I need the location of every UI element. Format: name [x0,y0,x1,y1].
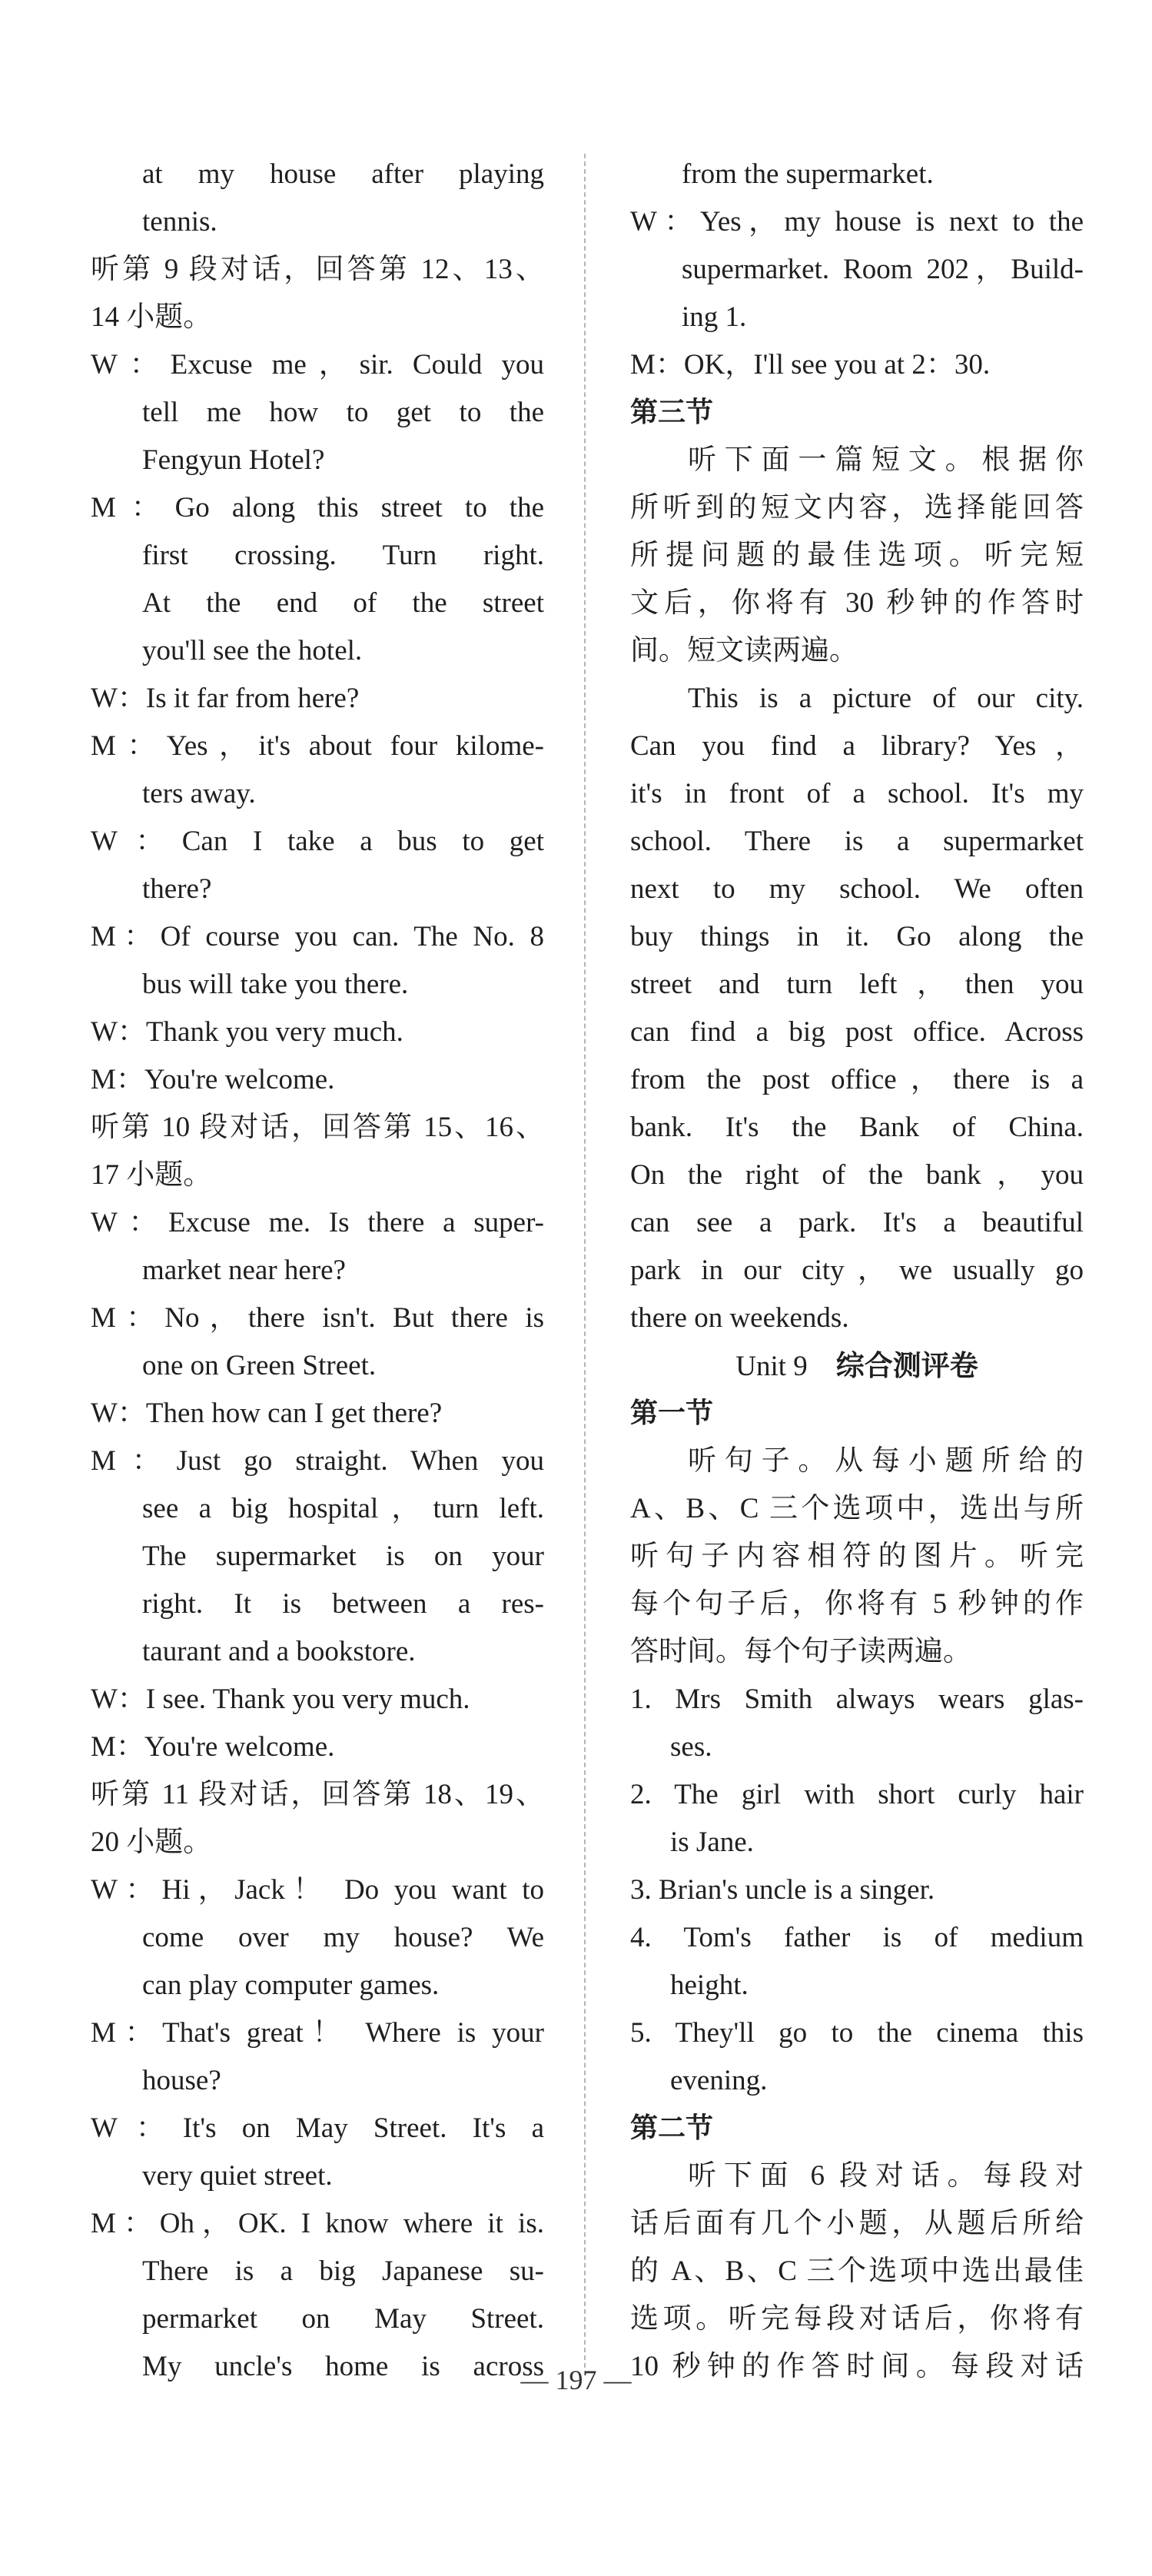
text-line: ters away. [142,778,256,809]
text-line: 答时间。每个句子读两遍。 [630,1636,971,1667]
text-line: taurant and a bookstore. [142,1636,416,1667]
text-line: very quiet street. [142,2160,333,2192]
text-line: supermarket. Room 202，Build- [682,254,1084,285]
text-line: M：You're welcome. [91,1731,335,1763]
right-column [630,151,1084,2391]
column-divider [584,154,586,2375]
text-line: M：Of course you can. The No. 8 [91,921,544,952]
text-line: 听句子。从每小题所给的 [688,1445,1084,1477]
text-line: tennis. [142,206,217,238]
text-line: there? [142,873,212,905]
left-column [91,151,544,2391]
text-line: can find a big post office. Across [630,1016,1084,1048]
text-line: W：Can I take a bus to get [91,826,544,857]
text-line: see a big hospital，turn left. [142,1493,544,1524]
text-line: tell me how to get to the [142,397,544,428]
text-line: permarket on May Street. [142,2303,544,2335]
text-line: bus will take you there. [142,969,409,1000]
text-line: There is a big Japanese su- [142,2255,544,2287]
text-line: there on weekends. [630,1302,849,1334]
text-line: 每个句子后，你将有 5 秒钟的作 [630,1588,1084,1620]
text-line: 1. Mrs Smith always wears glas- [630,1684,1084,1715]
text-line: 听第 11 段对话，回答第 18、19、 [91,1779,544,1810]
text-line: 听第 10 段对话，回答第 15、16、 [91,1112,544,1143]
text-line: M：Just go straight. When you [91,1445,544,1477]
page-number: — 197 — [520,2365,632,2395]
text-line: M：That's great！ Where is your [91,2017,544,2049]
text-line: market near here? [142,1255,346,1286]
text-line: ing 1. [682,301,747,333]
text-line: buy things in it. Go along the [630,921,1084,952]
text-line: 文后，你将有 30 秒钟的作答时 [630,587,1084,619]
section-heading: 第三节 [630,397,714,428]
section-heading: 第二节 [630,2112,714,2144]
text-line: 听句子内容相符的图片。听完 [630,1541,1084,1572]
text-line: from the supermarket. [682,158,934,190]
text-line: W：It's on May Street. It's a [91,2112,544,2144]
text-line: park in our city，we usually go [630,1255,1084,1286]
text-line: one on Green Street. [142,1350,377,1381]
section-heading: 第一节 [630,1398,714,1429]
text-line: come over my house? We [142,1922,544,1953]
text-line: it's in front of a school. It's my [630,778,1084,809]
unit-test-title: 综合测评卷 [835,1349,978,1382]
text-line: 10 秒钟的作答时间。每段对话 [630,2351,1084,2382]
text-line: My uncle's home is across [142,2351,544,2382]
text-line: 听下面一篇短文。根据你 [688,444,1084,476]
text-line: W：Is it far from here? [91,683,360,714]
text-line: can play computer games. [142,1969,440,2001]
text-line: At the end of the street [142,587,544,619]
text-line: school. There is a supermarket [630,826,1084,857]
text-line: This is a picture of our city. [688,683,1084,714]
text-line: 20 小题。 [91,1826,212,1858]
text-line: W：Excuse me，sir. Could you [91,349,544,381]
text-line: you'll see the hotel. [142,635,363,666]
text-line: M：You're welcome. [91,1064,335,1095]
text-line: next to my school. We often [630,873,1084,905]
unit-label: Unit 9 [735,1351,836,1382]
text-line: from the post office，there is a [630,1064,1084,1095]
text-line: 2. The girl with short curly hair [630,1779,1084,1810]
text-line: can see a park. It's a beautiful [630,1207,1084,1238]
text-line: is Jane. [670,1826,754,1858]
text-line: W：Then how can I get there? [91,1398,443,1429]
text-line: house? [142,2065,221,2096]
text-line: W：Yes，my house is next to the [630,206,1084,238]
text-line: first crossing. Turn right. [142,540,544,571]
text-line: M：No，there isn't. But there is [91,1302,544,1334]
text-line [630,1342,1084,1390]
text-line: M：Go along this street to the [91,492,544,524]
text-line: 选项。听完每段对话后，你将有 [630,2303,1084,2335]
text-line: 14 小题。 [91,301,212,333]
text-line: 4. Tom's father is of medium [630,1922,1084,1953]
text-line: 听第 9 段对话，回答第 12、13、 [91,254,544,285]
text-line: 间。短文读两遍。 [630,635,858,666]
text-line: 的 A、B、C 三个选项中选出最佳 [630,2255,1084,2287]
text-line: W：Hi，Jack！ Do you want to [91,1874,544,1906]
text-line: The supermarket is on your [142,1541,544,1572]
text-line: Can you find a library? Yes， [630,730,1084,762]
text-line: W：Excuse me. Is there a super- [91,1207,544,1238]
text-line: evening. [670,2065,768,2096]
text-line: On the right of the bank，you [630,1159,1084,1191]
text-line: 话后面有几个小题，从题后所给 [630,2208,1084,2239]
text-line: 17 小题。 [91,1159,212,1191]
text-line: Fengyun Hotel? [142,444,325,476]
text-line: ses. [670,1731,712,1763]
text-line: M：Oh，OK. I know where it is. [91,2208,544,2239]
text-line: height. [670,1969,749,2001]
text-line: W：I see. Thank you very much. [91,1684,470,1715]
text-line: W：Thank you very much. [91,1016,403,1048]
text-line: 3. Brian's uncle is a singer. [630,1874,935,1906]
text-line: 5. They'll go to the cinema this [630,2017,1084,2049]
text-line: 所提问题的最佳选项。听完短 [630,540,1084,571]
text-line: A、B、C 三个选项中，选出与所 [630,1493,1084,1524]
text-line: bank. It's the Bank of China. [630,1112,1084,1143]
text-line: 听下面 6 段对话。每段对 [688,2160,1084,2192]
text-line: M：Yes，it's about four kilome- [91,730,544,762]
text-line: 所听到的短文内容，选择能回答 [630,492,1084,524]
text-line: right. It is between a res- [142,1588,544,1620]
text-line: street and turn left，then you [630,969,1084,1000]
text-line: at my house after playing [142,158,544,190]
text-line: M：OK，I'll see you at 2：30. [630,349,991,381]
